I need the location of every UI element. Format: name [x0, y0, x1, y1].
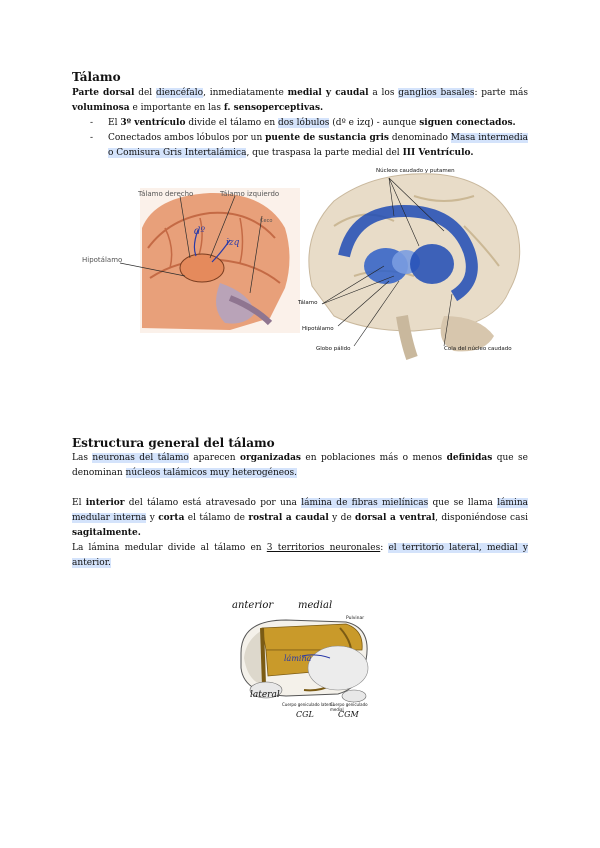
text: en poblaciones más o menos: [300, 453, 447, 463]
label-thalamus: Tálamo: [298, 300, 318, 306]
text-highlight: dos lóbulos: [278, 118, 330, 128]
text-highlight: el territorio lateral, medial y anterior.: [72, 543, 528, 568]
text: , disponiéndose casi: [435, 513, 528, 523]
text: :: [380, 543, 389, 553]
list-item: [72, 116, 528, 131]
handwritten-d: dº: [194, 226, 206, 237]
paragraph-intro: [72, 86, 528, 116]
text-bold: medial y caudal: [287, 88, 369, 98]
handwritten-izq: izq: [226, 238, 240, 248]
label-small: Ceco: [260, 218, 273, 224]
text-underline: 3 territorios neuronales: [266, 543, 381, 553]
text-bold: puente de sustancia gris: [265, 133, 389, 143]
label-left-thalamus: Tálamo izquierdo: [220, 190, 280, 198]
text-bold: sagitalmente.: [72, 528, 141, 538]
text-highlight: lámina medular interna: [72, 498, 529, 523]
section-title-talamo: Tálamo: [72, 70, 121, 84]
figure-thalamus-lamina: [226, 598, 376, 723]
label-cgl-print: Cuerpo geniculado lateral: [282, 702, 334, 707]
text: , que traspasa la parte medial del: [246, 148, 403, 158]
text: (dº e izq) - aunque: [329, 118, 420, 128]
text-bold: definidas: [446, 453, 493, 463]
text-highlight: neuronas del tálamo: [92, 453, 189, 463]
text: del: [134, 88, 156, 98]
label-globus-pallidus: Globo pálido: [316, 346, 351, 352]
text-highlight: lámina de fibras mielínicas: [301, 498, 429, 508]
paragraph-territorios: [72, 541, 528, 571]
text: que se denominan: [72, 453, 528, 478]
handwritten-lateral: lateral: [250, 690, 280, 700]
handwritten-lamina: lámina: [284, 654, 312, 663]
text: Conectados ambos lóbulos por un: [108, 133, 266, 143]
label-hypothalamus: Hipotálamo: [82, 256, 123, 264]
label-pulvinar: Pulvinar: [346, 616, 365, 621]
text-highlight: diencéfalo: [155, 88, 204, 98]
handwritten-cgl: CGL: [296, 710, 314, 719]
label-caudate-putamen: Núcleos caudado y putamen: [376, 168, 455, 174]
text-bold: 3º ventrículo: [120, 118, 186, 128]
paragraph-lamina: [72, 496, 528, 541]
text: , inmediatamente: [203, 88, 288, 98]
text-highlight: núcleos talámicos muy heterogéneos.: [125, 468, 298, 478]
text: : parte más: [474, 88, 528, 98]
handwritten-cgm: CGM: [338, 710, 359, 719]
handwritten-medial: medial: [298, 600, 333, 611]
text: La lámina medular divide al tálamo en: [72, 543, 267, 553]
paragraph-neuronas: [72, 451, 528, 481]
text: El: [108, 118, 121, 128]
text: y de: [328, 513, 356, 523]
label-right-thalamus: Tálamo derecho: [138, 190, 194, 198]
text: a los: [368, 88, 399, 98]
handwritten-anterior: anterior: [232, 600, 274, 611]
list-item: [72, 131, 528, 161]
section-title-estructura: Estructura general del tálamo: [72, 436, 275, 450]
text-highlight: ganglios basales: [398, 88, 475, 98]
text-bold: dorsal a ventral: [355, 513, 436, 523]
text-bold: corta: [158, 513, 185, 523]
text: divide el tálamo en: [185, 118, 278, 128]
figure-brain-thalamus-sketch: [80, 188, 300, 333]
text-bold: Parte dorsal: [72, 88, 135, 98]
text: y: [146, 513, 159, 523]
text: denominado: [388, 133, 451, 143]
label-hypothalamus-2: Hipotálamo: [302, 326, 334, 332]
text-bold: voluminosa: [72, 103, 130, 113]
figure-brain-basal-ganglia: [294, 166, 526, 362]
text-bold: organizadas: [240, 453, 301, 463]
text: e importante en las: [129, 103, 224, 113]
text-bold: siguen conectados.: [419, 118, 516, 128]
bullet-list: [72, 116, 528, 161]
text-bold: interior: [85, 498, 125, 508]
text: El: [72, 498, 86, 508]
label-cgm-print: Cuerpo geniculado medial: [330, 702, 368, 712]
label-caudate-tail: Cola del núcleo caudado: [444, 346, 512, 352]
text: que se llama: [428, 498, 498, 508]
text-bold: rostral a caudal: [248, 513, 329, 523]
text-highlight: Masa intermedia o Comisura Gris Intertalámica: [108, 133, 528, 158]
text-bold: f. sensoperceptivas.: [223, 103, 324, 113]
text: el tálamo de: [184, 513, 249, 523]
text-bold: III Ventrículo.: [402, 148, 474, 158]
text: Las: [72, 453, 93, 463]
text: aparecen: [188, 453, 240, 463]
text: del tálamo está atravesado por una: [124, 498, 302, 508]
